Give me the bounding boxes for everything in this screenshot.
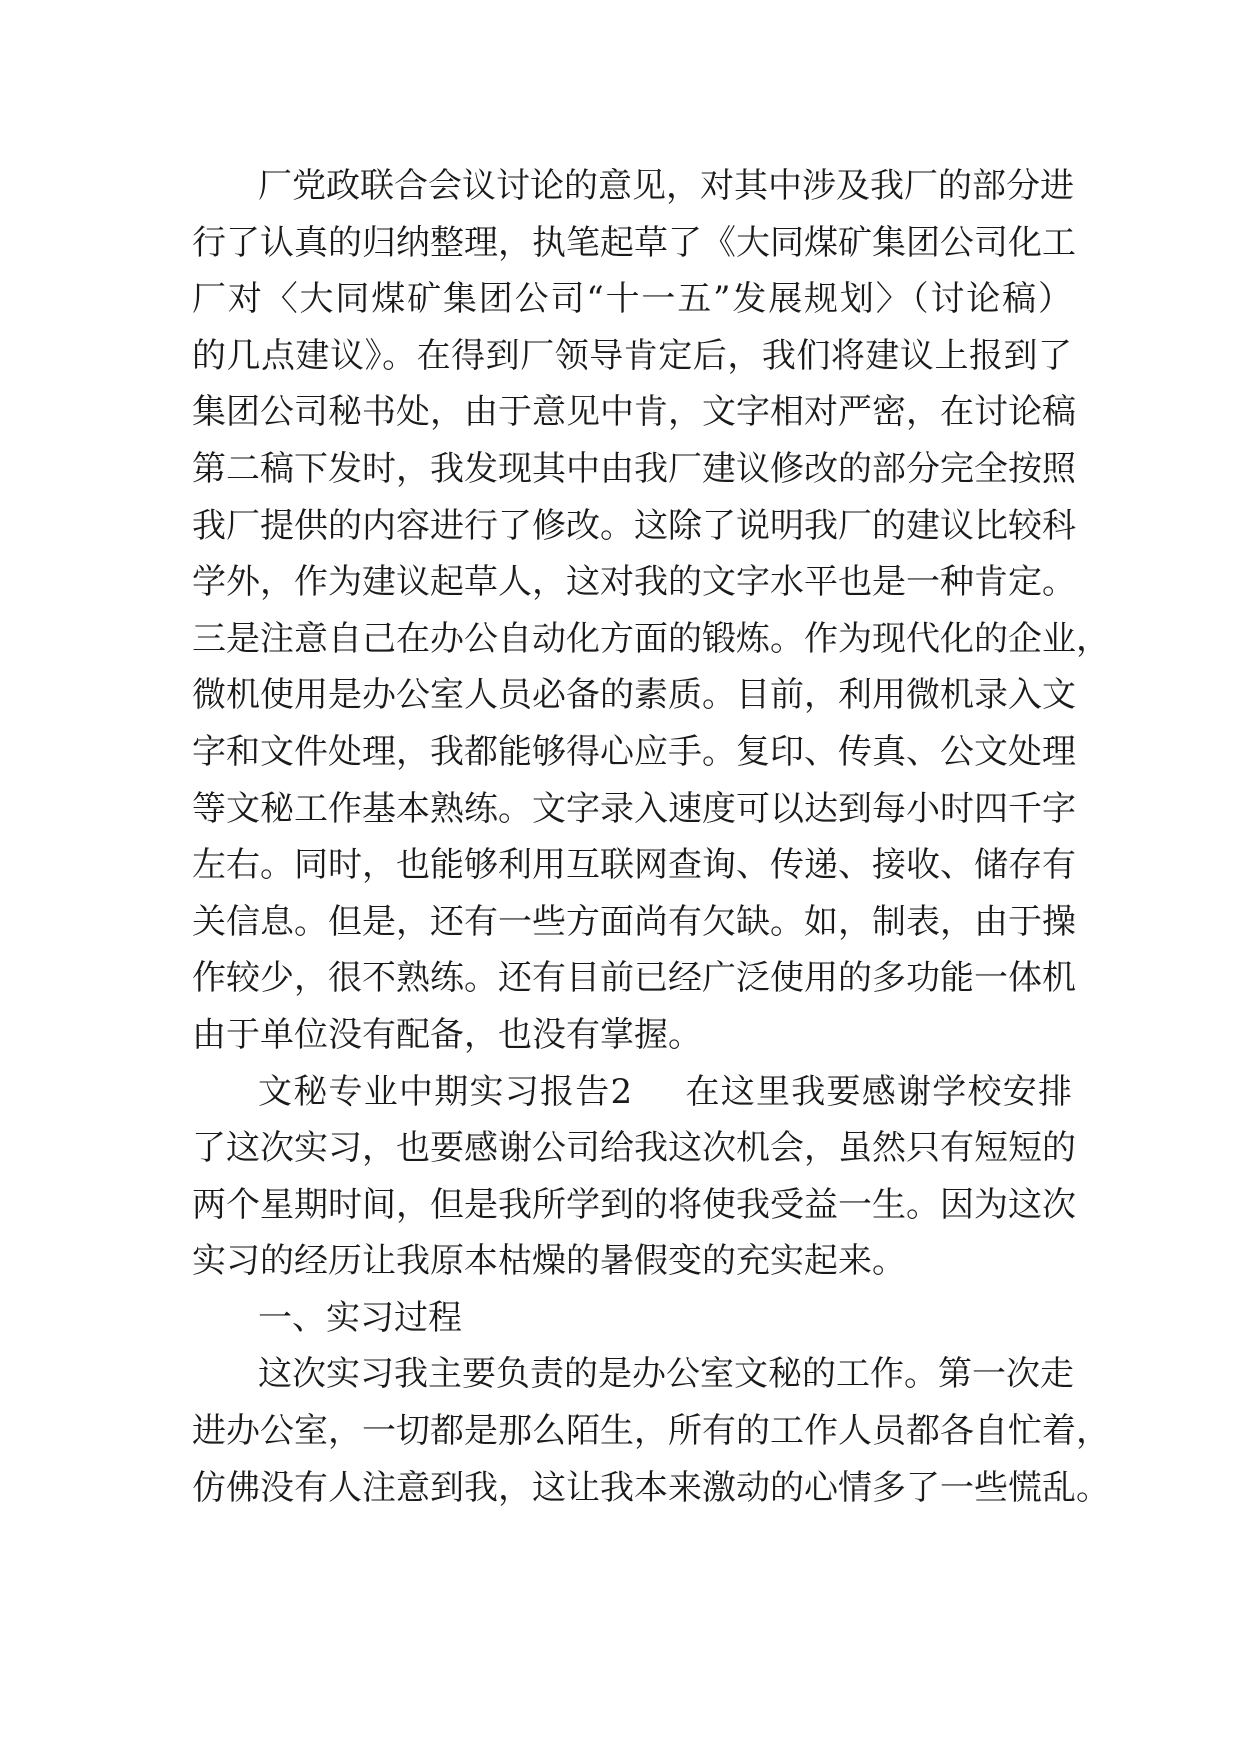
text-line: 进办公室，一切都是那么陌生，所有的工作人员都各自忙着， <box>192 1411 1110 1452</box>
text-line: 这次实习我主要负责的是办公室文秘的工作。第一次走 <box>258 1354 1074 1395</box>
text-line: 三是注意自己在办公自动化方面的锻炼。作为现代化的企业， <box>192 618 1110 659</box>
text-line-segment: 在这里我要感谢学校安排 <box>684 1071 1072 1112</box>
text-line: 等文秘工作基本熟练。文字录入速度可以达到每小时四千字 <box>192 788 1076 829</box>
document-body <box>192 158 1110 1516</box>
text-line: 第二稿下发时，我发现其中由我厂建议修改的部分完全按照 <box>192 448 1076 489</box>
text-line: 集团公司秘书处，由于意见中肯，文字相对严密，在讨论稿 <box>192 392 1076 433</box>
text-line: 我厂提供的内容进行了修改。这除了说明我厂的建议比较科 <box>192 505 1076 546</box>
subsection-heading: 一、实习过程 <box>258 1297 462 1338</box>
text-line: 字和文件处理，我都能够得心应手。复印、传真、公文处理 <box>192 731 1076 772</box>
text-line: 了这次实习，也要感谢公司给我这次机会，虽然只有短短的 <box>192 1128 1076 1169</box>
text-line: 作较少，很不熟练。还有目前已经广泛使用的多功能一体机 <box>192 958 1076 999</box>
text-line: 仿佛没有人注意到我，这让我本来激动的心情多了一些慌乱。 <box>192 1467 1110 1508</box>
section-heading-line <box>192 1064 1072 1121</box>
text-line: 实习的经历让我原本枯燥的暑假变的充实起来。 <box>192 1241 906 1282</box>
text-line: 微机使用是办公室人员必备的素质。目前，利用微机录入文 <box>192 675 1076 716</box>
text-line: 左右。同时，也能够利用互联网查询、传递、接收、储存有 <box>192 845 1076 886</box>
text-line: 学外，作为建议起草人，这对我的文字水平也是一种肯定。 <box>192 562 1076 603</box>
text-line: 行了认真的归纳整理，执笔起草了《大同煤矿集团公司化工 <box>192 222 1076 263</box>
text-line: 厂党政联合会议讨论的意见，对其中涉及我厂的部分进 <box>258 166 1074 206</box>
text-line: 由于单位没有配备，也没有掌握。 <box>192 1014 702 1055</box>
text-line: 关信息。但是，还有一些方面尚有欠缺。如，制表，由于操 <box>192 901 1076 942</box>
report-title: 文秘专业中期实习报告2 <box>258 1071 633 1112</box>
text-line: 的几点建议》。在得到厂领导肯定后，我们将建议上报到了 <box>192 335 1072 376</box>
text-line: 两个星期时间，但是我所学到的将使我受益一生。因为这次 <box>192 1184 1076 1225</box>
text-line: 厂对〈大同煤矿集团公司“十一五”发展规划〉（讨论稿） <box>192 279 1072 320</box>
